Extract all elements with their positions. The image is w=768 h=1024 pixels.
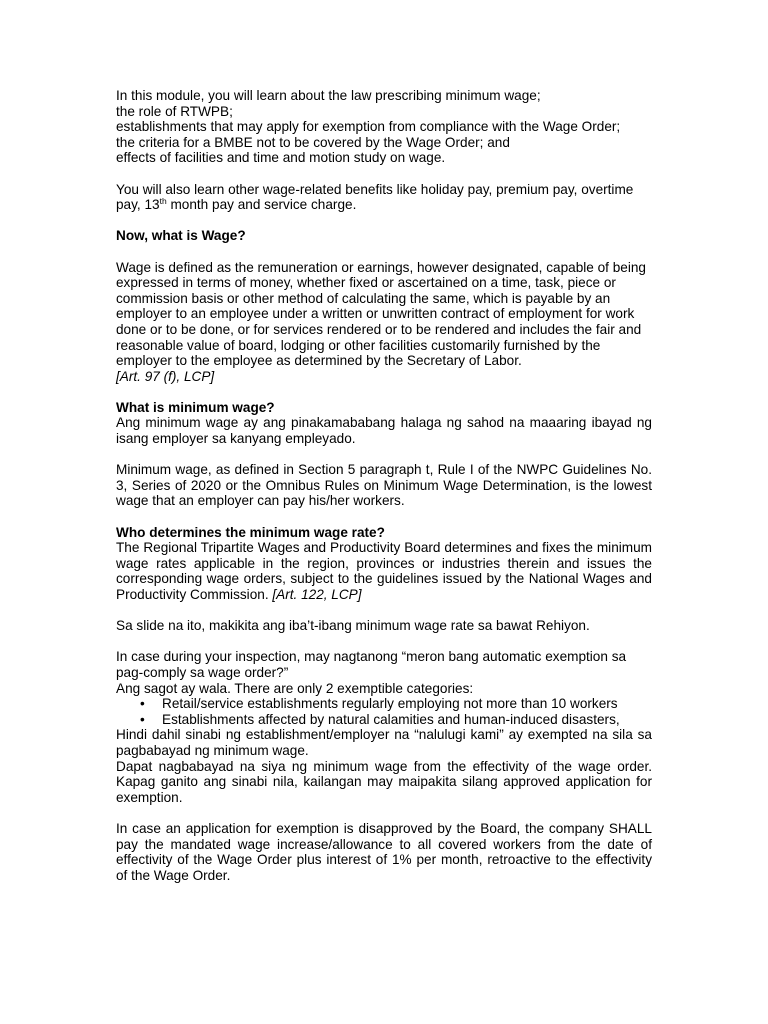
bullet-icon: •: [140, 696, 145, 712]
intro-line: establishments that may apply for exemption from compliance with the Wage Order;: [116, 119, 621, 135]
minimum-wage-definition: Minimum wage, as defined in Section 5 paragraph t, Rule I of the NWPC Guidelines No. 3, Series of 2020 or the Omnibus Rules on Minimum Wage Determination, is the lowest wage that an employer can pay his/her workers.: [116, 462, 652, 509]
minimum-wage-heading: What is minimum wage?: [116, 399, 275, 415]
intro-line: the criteria for a BMBE not to be covered by the Wage Order; and: [116, 134, 510, 150]
exemption-requirement: Dapat nagbabayad na siya ng minimum wage from the effectivity of the wage order. Kapag ganito ang sinabi nila, kailangan may maipakita silang approved application for exemption.: [116, 758, 652, 805]
disapproved-paragraph: In case an application for exemption is disapproved by the Board, the company SHALL pay the mandated wage increase/allowance to all covered workers from the date of effectivity of the Wage Order plus interest of 1% per month, retroactive to the effectivity of the Wage Order.: [116, 820, 652, 883]
wage-definition: Wage is defined as the remuneration or earnings, however designated, capable of being expressed in terms of money, whether fixed or ascertained on a time, task, piece or commission basis or other method of calculating the same, which is payable by an employer to an employee under a written or unwritten contract of employment for work done or to be done, or for services rendered or to be rendered and includes the fair and reasonable value of board, lodging or other facilities customarily furnished by the employer to the employee as determined by the Secretary of Labor.: [116, 259, 646, 369]
intro-line: effects of facilities and time and motion study on wage.: [116, 150, 446, 166]
minimum-wage-tagalog: Ang minimum wage ay ang pinakamababang halaga ng sahod na maaaring ibayad ng isang employer sa kanyang empleyado.: [116, 415, 652, 447]
list-item: • Retail/service establishments regularly employing not more than 10 workers: [140, 696, 618, 712]
benefits-paragraph: You will also learn other wage-related benefits like holiday pay, premium pay, overtime pay, 13th month pay and service charge.: [116, 181, 634, 213]
wage-citation: [Art. 97 (f), LCP]: [116, 368, 215, 384]
determines-heading: Who determines the minimum wage rate?: [116, 524, 385, 540]
intro-line: the role of RTWPB;: [116, 103, 233, 119]
determines-citation: [Art. 122, LCP]: [272, 587, 362, 602]
exemptible-categories-list: [116, 696, 652, 727]
exemption-note: Hindi dahil sinabi ng establishment/employer na “nalulugi kami” ay exempted na sila sa pagbabayad ng minimum wage.: [116, 727, 652, 758]
exemption-answer: Ang sagot ay wala. There are only 2 exemptible categories:: [116, 680, 474, 696]
determines-paragraph: The Regional Tripartite Wages and Productivity Board determines and fixes the minimum wage rates applicable in the region, provinces or industries therein and issues the corresponding wage orders, subject to the guidelines issued by the National Wages and Productivity Commission. [Art. 122, LCP]: [116, 540, 652, 602]
list-item: • Establishments affected by natural calamities and human-induced disasters,: [140, 711, 620, 727]
superscript-th: th: [159, 196, 167, 207]
slide-note: Sa slide na ito, makikita ang iba’t-ibang minimum wage rate sa bawat Rehiyon.: [116, 618, 590, 634]
wage-heading: Now, what is Wage?: [116, 228, 246, 244]
intro-line: In this module, you will learn about the law prescribing minimum wage;: [116, 88, 541, 103]
exemption-question: In case during your inspection, may nagtanong “meron bang automatic exemption sa pag-comply sa wage order?”: [116, 649, 627, 680]
bullet-icon: •: [140, 711, 145, 727]
document-body: [116, 88, 652, 883]
